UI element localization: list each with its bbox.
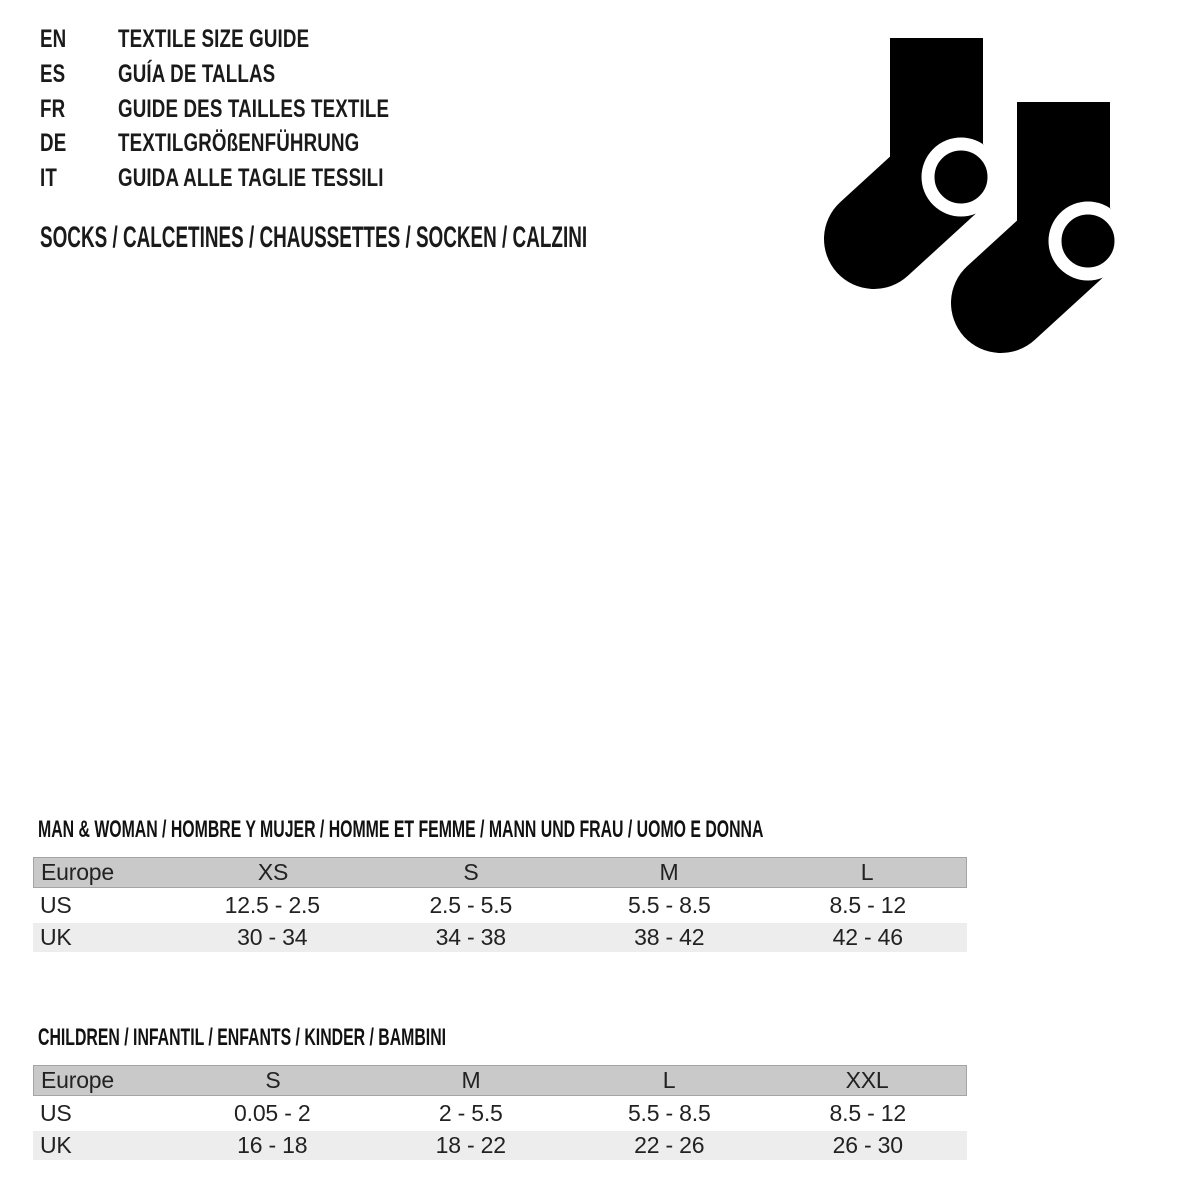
table-row-us	[33, 891, 967, 920]
language-row-fr	[40, 92, 480, 127]
language-code: ES	[40, 59, 66, 88]
table-title-man-woman	[38, 818, 967, 842]
table-row-uk	[33, 923, 967, 952]
table-title-text: CHILDREN / INFANTIL / ENFANTS / KINDER / BAMBINI	[38, 1024, 447, 1051]
language-list	[40, 22, 480, 196]
language-code: IT	[40, 164, 57, 193]
header-cell-size-m: M	[659, 859, 679, 885]
language-row-it	[40, 161, 480, 196]
header-cell-size-s: S	[265, 1067, 281, 1093]
size-cell: 18 - 22	[435, 1132, 506, 1158]
sock-left	[874, 38, 994, 239]
product-category-heading	[40, 220, 908, 256]
language-title: TEXTILGRÖßENFÜHRUNG	[118, 129, 360, 158]
size-cell: 8.5 - 12	[829, 1100, 906, 1126]
size-cell: 12.5 - 2.5	[224, 892, 320, 918]
size-cell: 30 - 34	[237, 924, 308, 950]
row-label: US	[40, 1100, 72, 1126]
size-cell: 38 - 42	[634, 924, 705, 950]
size-cell: 2 - 5.5	[438, 1100, 503, 1126]
row-label: UK	[40, 1132, 72, 1158]
language-title: GUIDA ALLE TAGLIE TESSILI	[118, 164, 384, 193]
size-cell: 0.05 - 2	[234, 1100, 311, 1126]
language-row-en	[40, 22, 480, 57]
product-category-text: SOCKS / CALCETINES / CHAUSSETTES / SOCKEN / CALZINI	[40, 221, 588, 254]
sock-right	[1001, 102, 1121, 303]
language-code: DE	[40, 129, 67, 158]
table-title-text: MAN & WOMAN / HOMBRE Y MUJER / HOMME ET FEMME / MANN UND FRAU / UOMO E DONNA	[38, 816, 764, 843]
header-cell-size-m: M	[461, 1067, 481, 1093]
table-title-children	[38, 1026, 967, 1050]
language-row-de	[40, 126, 480, 161]
language-code: EN	[40, 25, 67, 53]
size-cell: 34 - 38	[435, 924, 506, 950]
size-cell: 26 - 30	[832, 1132, 903, 1158]
size-cell: 5.5 - 8.5	[627, 892, 711, 918]
header-cell-region: Europe	[41, 1067, 114, 1093]
header-cell-size-xs: XS	[257, 859, 289, 885]
header-cell-size-l: L	[860, 859, 874, 885]
header-cell-size-l: L	[662, 1067, 676, 1093]
size-cell: 2.5 - 5.5	[429, 892, 513, 918]
table-header-row	[33, 1065, 967, 1096]
header-cell-size-s: S	[463, 859, 479, 885]
size-cell: 42 - 46	[832, 924, 903, 950]
size-cell: 8.5 - 12	[829, 892, 906, 918]
language-code: FR	[40, 94, 66, 123]
size-cell: 5.5 - 8.5	[627, 1100, 711, 1126]
table-header-row	[33, 857, 967, 888]
row-label: UK	[40, 924, 72, 950]
socks-icon	[820, 35, 1140, 355]
language-title: TEXTILE SIZE GUIDE	[118, 25, 310, 53]
language-title: GUIDE DES TAILLES TEXTILE	[118, 94, 390, 123]
table-row-uk	[33, 1131, 967, 1160]
language-title: GUÍA DE TALLAS	[118, 59, 276, 88]
header-cell-region: Europe	[41, 859, 114, 885]
language-row-es	[40, 57, 480, 92]
size-table-children	[33, 1026, 967, 1160]
size-cell: 16 - 18	[237, 1132, 308, 1158]
table-row-us	[33, 1099, 967, 1128]
size-table-man-woman	[33, 818, 967, 952]
size-cell: 22 - 26	[634, 1132, 705, 1158]
header-cell-size-xxl: XXL	[845, 1067, 889, 1093]
row-label: US	[40, 892, 72, 918]
